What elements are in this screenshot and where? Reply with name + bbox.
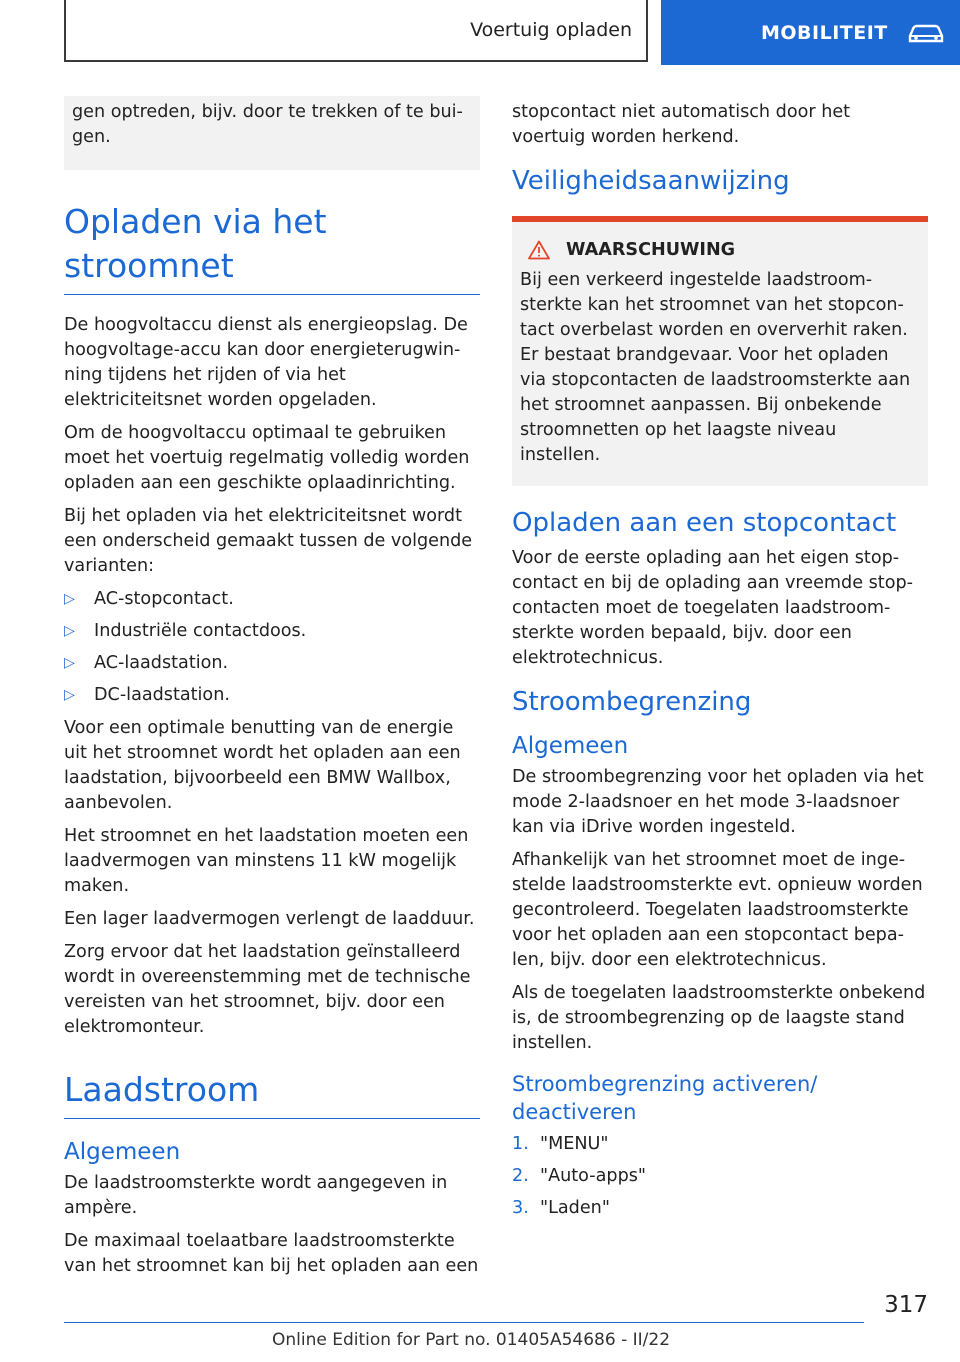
heading-charging-current: Laadstroom bbox=[64, 1068, 480, 1119]
list-item: ▷ AC-stopcontact. bbox=[64, 587, 480, 612]
car-icon bbox=[906, 22, 946, 44]
warning-label: WAARSCHUWING bbox=[566, 240, 736, 260]
list-item: 1. "MENU" bbox=[512, 1134, 609, 1154]
subheading-general: Algemeen bbox=[512, 733, 629, 759]
paragraph: Afhankelijk van het stroomnet moet de inge-stelde laadstroomsterkte evt. opnieuw worden gecontroleerd. Toegelaten laadstroomsterkte voor het opladen aan een stopcontact bepa-len, bijv. door een elektrotechnicus. bbox=[512, 850, 923, 970]
warning-text: Bij een verkeerd ingestelde laadstroom-sterkte kan het stroomnet van het stopcon-tact overbelast worden en oververhit raken. Er bestaat brandgevaar. Voor het opladen via stopcontacten de laadstroomsterkte aan het stroomnet aanpassen. Bij onbekende stroomnetten op het laagste niveau instellen. bbox=[520, 270, 911, 465]
left-column bbox=[64, 100, 480, 1287]
subheading-general: Algemeen bbox=[64, 1139, 181, 1165]
heading-grid-charging: Opladen via het stroomnet bbox=[64, 200, 480, 295]
heading-current-limit: Stroombegrenzing bbox=[512, 687, 752, 717]
list-item: ▷ AC-laadstation. bbox=[64, 651, 480, 676]
chapter-title: MOBILITEIT bbox=[761, 21, 888, 44]
running-header-section bbox=[64, 0, 648, 62]
paragraph: Om de hoogvoltaccu optimaal te gebruiken moet het voertuig regelmatig volledig worden opladen aan een geschikte oplaadinrichting. bbox=[64, 423, 470, 493]
paragraph: De laadstroomsterkte wordt aangegeven in ampère. bbox=[64, 1173, 448, 1218]
list-item: ▷ DC-laadstation. bbox=[64, 683, 480, 708]
triangle-bullet-icon: ▷ bbox=[64, 655, 75, 671]
steps-list bbox=[512, 1132, 928, 1221]
list-item: 3. "Laden" bbox=[512, 1198, 610, 1218]
right-column bbox=[512, 100, 928, 1228]
heading-socket-charging: Opladen aan een stopcontact bbox=[512, 508, 897, 538]
section-title: Voertuig opladen bbox=[470, 19, 632, 41]
list-item: 2. "Auto-apps" bbox=[512, 1166, 646, 1186]
paragraph: Voor een optimale benutting van de energie uit het stroomnet wordt het opladen aan een laadstation, bijvoorbeeld een BMW Wallbox, aanbevolen. bbox=[64, 718, 461, 813]
continued-text: gen optreden, bijv. door te trekken of te bui- gen. bbox=[72, 102, 463, 147]
heading-safety: Veiligheidsaanwijzing bbox=[512, 166, 790, 196]
footer-edition: Online Edition for Part no. 01405A54686 - II/22 bbox=[272, 1330, 671, 1350]
paragraph: Zorg ervoor dat het laadstation geïnstalleerd wordt in overeenstemming met de technische vereisten van het stroomnet, bijv. door een elektromonteur. bbox=[64, 942, 471, 1037]
page-number: 317 bbox=[884, 1292, 928, 1318]
warning-box bbox=[512, 216, 928, 486]
footer-divider bbox=[64, 1322, 864, 1323]
chapter-tab bbox=[661, 0, 960, 65]
paragraph: De stroombegrenzing voor het opladen via het mode 2-laadsnoer en het mode 3-laadsnoer kan via iDrive worden ingesteld. bbox=[512, 767, 924, 837]
paragraph: Bij het opladen via het elektriciteitsnet wordt een onderscheid gemaakt tussen de volgende varianten: bbox=[64, 506, 473, 576]
paragraph: Als de toegelaten laadstroomsterkte onbekend is, de stroombegrenzing op de laagste stand instellen. bbox=[512, 983, 926, 1053]
paragraph: stopcontact niet automatisch door het voertuig worden herkend. bbox=[512, 102, 851, 147]
triangle-bullet-icon: ▷ bbox=[64, 591, 75, 607]
paragraph: Voor de eerste oplading aan het eigen stop-contact en bij de oplading aan vreemde stop-contacten moet de toegelaten laadstroom-sterkte worden bepaald, bijv. door een elektrotechnicus. bbox=[512, 548, 913, 668]
continued-note-box bbox=[64, 96, 480, 170]
warning-triangle-icon bbox=[528, 240, 550, 260]
paragraph: De hoogvoltaccu dienst als energieopslag. De hoogvoltage-accu kan door energieterugwin-ning tijdens het rijden of via het elektriciteitsnet worden opgeladen. bbox=[64, 315, 468, 410]
paragraph: De maximaal toelaatbare laadstroomsterkte van het stroomnet kan bij het opladen aan een bbox=[64, 1231, 479, 1276]
triangle-bullet-icon: ▷ bbox=[64, 687, 75, 703]
triangle-bullet-icon: ▷ bbox=[64, 623, 75, 639]
list-item: ▷ Industriële contactdoos. bbox=[64, 619, 480, 644]
warning-title bbox=[520, 240, 920, 260]
variants-list bbox=[64, 587, 480, 708]
heading-activate-limit: Stroombegrenzing activeren/ deactiveren bbox=[512, 1072, 818, 1124]
paragraph: Een lager laadvermogen verlengt de laadduur. bbox=[64, 909, 475, 929]
paragraph: Het stroomnet en het laadstation moeten een laadvermogen van minstens 11 kW mogelijk maken. bbox=[64, 826, 469, 896]
